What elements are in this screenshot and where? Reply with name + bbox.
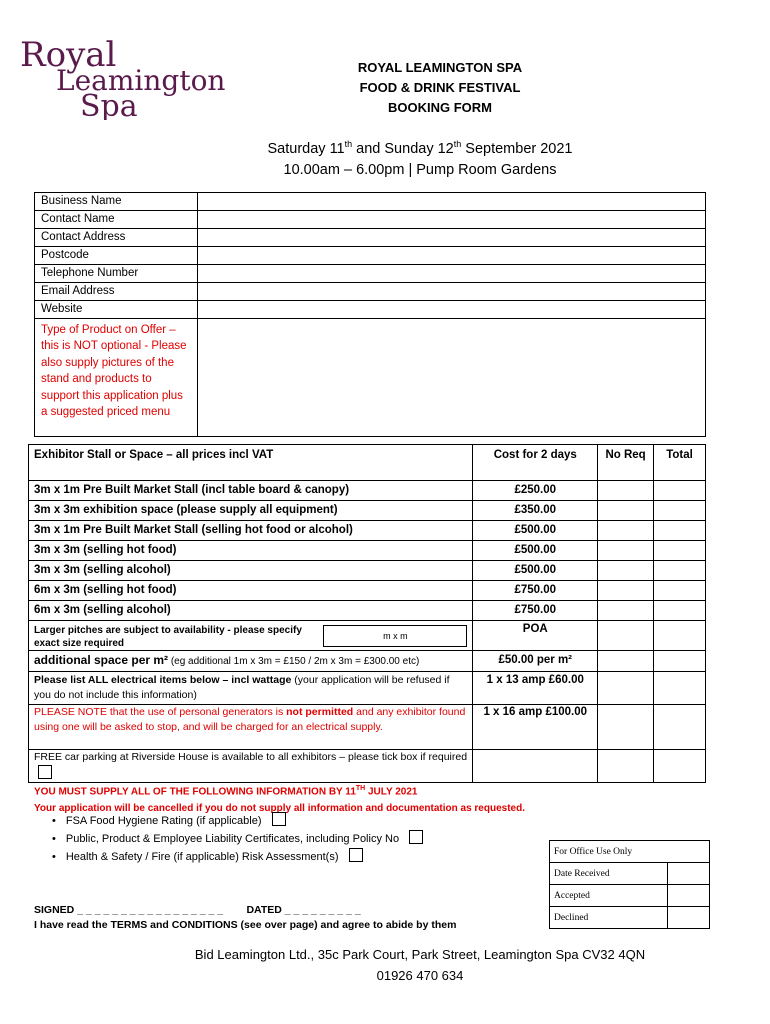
no-req-input[interactable] <box>598 705 654 750</box>
list-item: • Public, Product & Employee Liability Certificates, including Policy No <box>52 830 423 848</box>
larger-pitch-row <box>29 621 473 651</box>
no-req-input[interactable] <box>598 621 654 651</box>
telephone-field[interactable] <box>198 265 706 283</box>
email-field[interactable] <box>198 283 706 301</box>
stall-cost: £500.00 <box>473 521 598 541</box>
field-label: Website <box>35 301 198 319</box>
stall-item: 3m x 3m (selling alcohol) <box>29 561 473 581</box>
date-received-label: Date Received <box>550 863 668 885</box>
no-req-input[interactable] <box>598 521 654 541</box>
larger-pitch-cost: POA <box>473 621 598 651</box>
total-input[interactable] <box>654 601 706 621</box>
no-req-input[interactable] <box>598 561 654 581</box>
stall-item: 6m x 3m (selling hot food) <box>29 581 473 601</box>
header-item: Exhibitor Stall or Space – all prices incl VAT <box>29 445 473 481</box>
no-req-input[interactable] <box>598 651 654 672</box>
liability-checkbox[interactable] <box>409 830 423 844</box>
field-label: Contact Name <box>35 211 198 229</box>
field-label: Email Address <box>35 283 198 301</box>
total-input[interactable] <box>654 481 706 501</box>
phone-number: 01926 470 634 <box>376 968 464 983</box>
event-dates <box>220 134 620 181</box>
contact-details-table <box>34 192 706 437</box>
logo-line-2: Leamington <box>56 64 226 97</box>
no-req-input[interactable] <box>598 541 654 561</box>
logo-line-1: Royal <box>20 36 117 75</box>
accepted-field <box>668 885 710 907</box>
stall-item: 6m x 3m (selling alcohol) <box>29 601 473 621</box>
terms-agreement: I have read the TERMS and CONDITIONS (see over page) and agree to abide by them <box>34 919 457 931</box>
logo-line-3: Spa <box>80 89 138 120</box>
title-line-3: BOOKING FORM <box>388 100 492 115</box>
product-type-field[interactable] <box>198 319 706 437</box>
total-input[interactable] <box>654 705 706 750</box>
stall-cost: £500.00 <box>473 541 598 561</box>
address-line: Bid Leamington Ltd., 35c Park Court, Park Street, Leamington Spa CV32 4QN <box>194 947 646 962</box>
no-req-input[interactable] <box>598 581 654 601</box>
generator-notice: PLEASE NOTE that the use of personal generators is not permitted and any exhibitor found using one will be asked to stop, and will be charged for an electrical supply. <box>29 705 473 750</box>
no-req-input[interactable] <box>598 501 654 521</box>
website-field[interactable] <box>198 301 706 319</box>
fsa-checkbox[interactable] <box>272 812 286 826</box>
product-type-label: Type of Product on Offer – this is NOT optional - Please also supply pictures of the stand and products to support this application plus a suggested priced menu <box>35 319 198 437</box>
total-input[interactable] <box>654 501 706 521</box>
total-input[interactable] <box>654 651 706 672</box>
contact-address-field[interactable] <box>198 229 706 247</box>
total-input[interactable] <box>654 581 706 601</box>
accepted-label: Accepted <box>550 885 668 907</box>
deadline-line: YOU MUST SUPPLY ALL OF THE FOLLOWING INFORMATION BY 11TH JULY 2021 <box>34 785 418 798</box>
header-no-req: No Req <box>598 445 654 481</box>
field-label: Contact Address <box>35 229 198 247</box>
royal-leamington-spa-logo <box>18 36 228 120</box>
total-input[interactable] <box>654 561 706 581</box>
stall-cost: £750.00 <box>473 581 598 601</box>
required-documents-list <box>52 812 423 866</box>
list-item: • FSA Food Hygiene Rating (if applicable) <box>52 812 423 830</box>
field-label: Postcode <box>35 247 198 265</box>
parking-checkbox[interactable] <box>38 765 52 779</box>
signature-section <box>34 903 456 933</box>
header-cost: Cost for 2 days <box>473 445 598 481</box>
cancellation-warning: Your application will be cancelled if you do not supply all information and documentation as requested. <box>34 803 525 815</box>
title-line-1: ROYAL LEAMINGTON SPA <box>357 60 523 75</box>
stall-cost: £350.00 <box>473 501 598 521</box>
parking-row <box>29 750 473 783</box>
signed-dated-line[interactable]: SIGNED _ _ _ _ _ _ _ _ _ _ _ _ _ _ _ _ _ DATED _ _ _ _ _ _ _ _ _ <box>34 904 361 916</box>
declined-label: Declined <box>550 907 668 929</box>
business-name-field[interactable] <box>198 193 706 211</box>
total-input[interactable] <box>654 750 706 783</box>
risk-assessment-checkbox[interactable] <box>349 848 363 862</box>
date-received-field <box>668 863 710 885</box>
stall-cost: £500.00 <box>473 561 598 581</box>
total-input[interactable] <box>654 672 706 705</box>
no-req-input[interactable] <box>598 601 654 621</box>
declined-field <box>668 907 710 929</box>
event-date-line: Saturday 11th and Sunday 12th September 2021 <box>267 139 573 157</box>
total-input[interactable] <box>654 521 706 541</box>
additional-space-row: additional space per m² (eg additional 1m x 3m = £150 / 2m x 3m = £300.00 etc) <box>29 651 473 672</box>
empty-cell <box>473 750 598 783</box>
office-use-title: For Office Use Only <box>550 841 710 863</box>
stall-cost: £250.00 <box>473 481 598 501</box>
parking-label: FREE car parking at Riverside House is available to all exhibitors – please tick box if required <box>34 751 468 763</box>
no-req-input[interactable] <box>598 672 654 705</box>
postcode-field[interactable] <box>198 247 706 265</box>
list-item: • Health & Safety / Fire (if applicable) Risk Assessment(s) <box>52 848 423 866</box>
header-total: Total <box>654 445 706 481</box>
event-time-location: 10.00am – 6.00pm | Pump Room Gardens <box>283 161 557 178</box>
electrical-items-row[interactable]: Please list ALL electrical items below – incl wattage (your application will be refused if you do not include this information) <box>29 672 473 705</box>
total-input[interactable] <box>654 621 706 651</box>
form-title <box>330 58 550 118</box>
pricing-table <box>28 444 706 783</box>
contact-name-field[interactable] <box>198 211 706 229</box>
title-line-2: FOOD & DRINK FESTIVAL <box>359 80 521 95</box>
electrical-13amp-cost: 1 x 13 amp £60.00 <box>473 672 598 705</box>
field-label: Telephone Number <box>35 265 198 283</box>
field-label: Business Name <box>35 193 198 211</box>
stall-cost: £750.00 <box>473 601 598 621</box>
footer-address <box>110 944 730 986</box>
office-use-table <box>549 840 710 929</box>
no-req-input[interactable] <box>598 750 654 783</box>
stall-item: 3m x 3m (selling hot food) <box>29 541 473 561</box>
stall-item: 3m x 1m Pre Built Market Stall (selling hot food or alcohol) <box>29 521 473 541</box>
larger-pitch-label: Larger pitches are subject to availability - please specify exact size required <box>34 625 302 649</box>
total-input[interactable] <box>654 541 706 561</box>
stall-item: 3m x 3m exhibition space (please supply all equipment) <box>29 501 473 521</box>
pitch-size-input[interactable]: m x m <box>323 625 467 647</box>
stall-item: 3m x 1m Pre Built Market Stall (incl table board & canopy) <box>29 481 473 501</box>
additional-space-cost: £50.00 per m² <box>473 651 598 672</box>
no-req-input[interactable] <box>598 481 654 501</box>
electrical-16amp-cost: 1 x 16 amp £100.00 <box>473 705 598 750</box>
